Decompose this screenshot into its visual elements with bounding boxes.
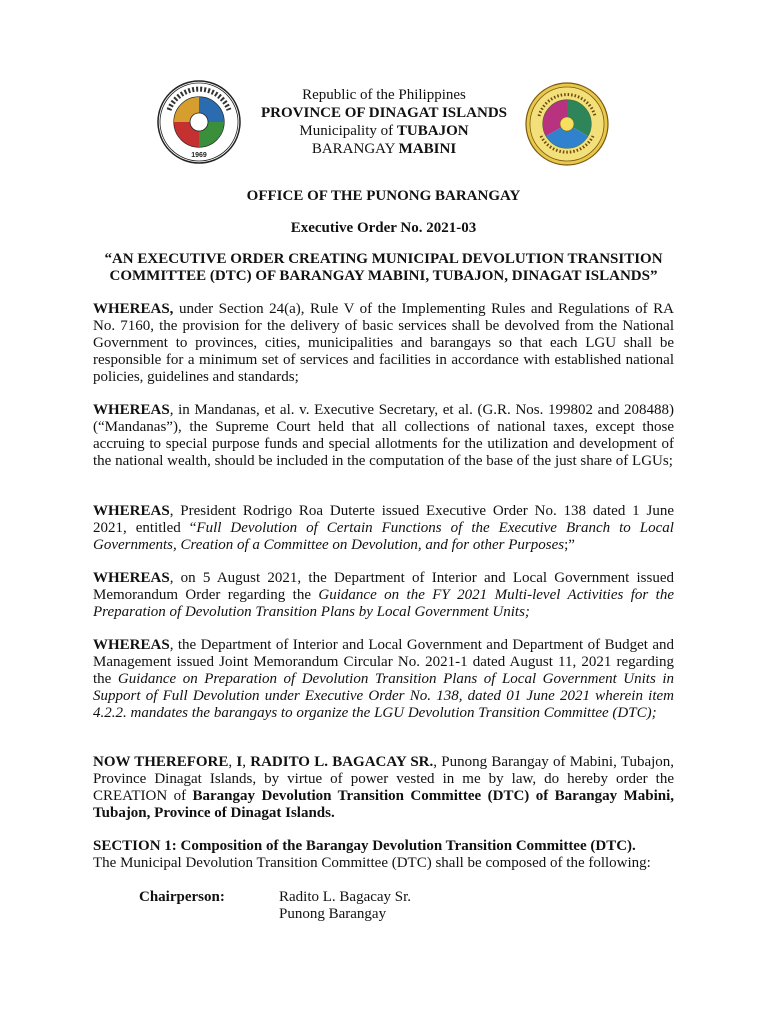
roster-name: Radito L. Bagacay Sr. xyxy=(279,889,412,905)
office-title: OFFICE OF THE PUNONG BARANGAY xyxy=(246,188,521,204)
whereas-paragraph-1: WHEREAS, under Section 24(a), Rule V of the Implementing Rules and Regulations of RA No. 7160, the provision for the delivery of basic services shall be devolved from the National Government to provinces, cities, municipalities and barangays so that each LGU shall be responsible for a minimum set of services and facilities in accordance with established national policies, guidelines and standards; xyxy=(93,301,674,385)
executive-order-number: Executive Order No. 2021-03 xyxy=(290,220,477,236)
letterhead xyxy=(234,86,534,158)
whereas-paragraph-5: WHEREAS, the Department of Interior and Local Government and Department of Budget and Management issued Joint Memorandum Circular No. 2021-1 dated August 11, 2021 regarding the Guidance on Preparation of Devolution Transition Plans of Local Government Units in Support of Full Devolution under Executive Order No. 138, dated 01 June 2021 wherein item 4.2.2. mandates the barangays to organize the LGU Devolution Transition Committee (DTC); xyxy=(93,637,675,721)
section-1-text: The Municipal Devolution Transition Committee (DTC) shall be composed of the following: xyxy=(93,855,651,871)
roster-position: Punong Barangay xyxy=(279,906,387,922)
executive-order-title: “AN EXECUTIVE ORDER CREATING MUNICIPAL DEVOLUTION TRANSITION COMMITTEE (DTC) OF BARANGAY MABINI, TUBAJON, DINAGAT ISLANDS” xyxy=(104,251,663,284)
now-therefore-paragraph: NOW THEREFORE, I, RADITO L. BAGACAY SR., Punong Barangay of Mabini, Tubajon, Province Dinagat Islands, by virtue of power vested in me by law, do hereby order the CREATION of Barangay Devolution Transition Committee (DTC) of Barangay Mabini, Tubajon, Province of Dinagat Islands. xyxy=(93,754,675,821)
roster-role: Chairperson: xyxy=(139,889,225,905)
seal-year: 1969 xyxy=(191,152,207,159)
section-1-heading: SECTION 1: Composition of the Barangay Devolution Transition Committee (DTC). xyxy=(93,838,636,854)
province-line: PROVINCE OF DINAGAT ISLANDS xyxy=(260,105,507,121)
whereas-paragraph-4: WHEREAS, on 5 August 2021, the Department of Interior and Local Government issued Memorandum Order regarding the Guidance on the FY 2021 Multi-level Activities for the Preparation of Devolution Transition Plans by Local Government Units; xyxy=(93,570,674,620)
barangay-mabini-seal-icon xyxy=(525,82,609,166)
barangay-line: BARANGAY MABINI xyxy=(311,141,457,157)
whereas-paragraph-2: WHEREAS, in Mandanas, et al. v. Executive Secretary, et al. (G.R. Nos. 199802 and 208488) (“Mandanas”), the Supreme Court held that all collections of national taxes, except those accruing to special purpose funds and special allotments for the utilization and development of the national wealth, should be included in the computation of the base of the just share of LGUs; xyxy=(93,402,674,469)
section-1 xyxy=(93,838,674,872)
municipality-line: Municipality of TUBAJON xyxy=(299,123,469,139)
whereas-paragraph-3: WHEREAS, President Rodrigo Roa Duterte issued Executive Order No. 138 dated 1 June 2021, entitled “Full Devolution of Certain Functions of the Executive Branch to Local Governments, Creation of a Committee on Devolution, and for other Purposes;” xyxy=(93,503,674,553)
republic-line: Republic of the Philippines xyxy=(302,87,466,103)
tubajon-seal-icon xyxy=(157,80,241,164)
